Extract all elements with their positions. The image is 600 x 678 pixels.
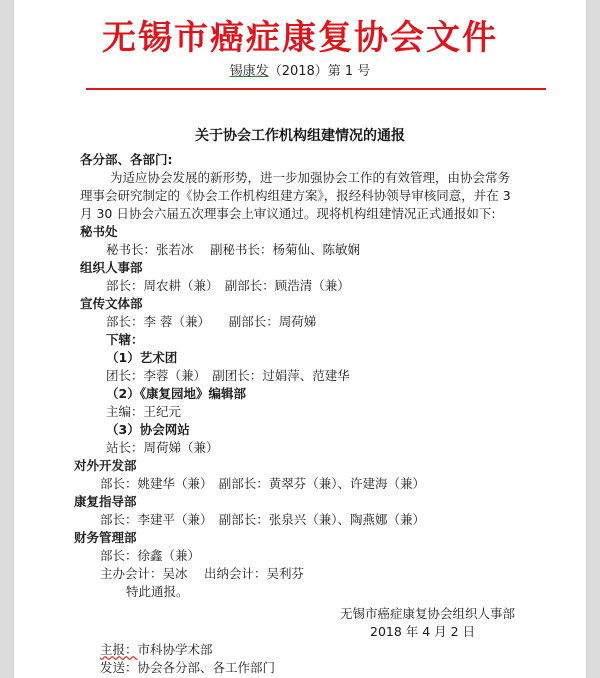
section-title-xuanchuan: 宣传文体部: [80, 296, 143, 311]
cc-label: 主报：: [100, 642, 138, 657]
send-value: 协会各分部、各工作部门: [137, 660, 276, 675]
sub1-title: （1）艺术团: [106, 350, 178, 365]
sub1-line: 团长：李蓉（兼） 副团长：过娟萍、范建华: [106, 368, 350, 383]
section-line-xuanchuan: 部长：李 蓉（兼） 副部长：周荷娣: [106, 314, 317, 329]
salutation: 各分部、各部门:: [80, 152, 173, 167]
section-line-mishu: 秘书长：张若冰 副秘书长：杨菊仙、陈敏娴: [106, 242, 360, 257]
signature-date: 2018 年 4 月 2 日: [370, 624, 476, 639]
page-margin-right: [586, 0, 600, 678]
document-subject: 关于协会工作机构组建情况的通报: [195, 128, 405, 144]
signature-org: 无锡市癌症康复协会组织人事部: [340, 606, 516, 621]
document-header-title: 无锡市癌症康复协会文件: [102, 18, 498, 58]
section-line-caiwu-2: 主办会计：吴冰 出纳会计：吴利芬: [100, 566, 304, 581]
section-line-caiwu: 部长：徐鑫（兼）: [100, 548, 201, 563]
sub3-line: 站长：周荷娣（兼）: [106, 440, 219, 455]
section-title-duiwai: 对外开发部: [74, 458, 137, 473]
document-body: [14, 0, 586, 678]
page-margin-left: [0, 0, 14, 678]
section-title-mishu: 秘书处: [80, 224, 118, 239]
section-title-kangfu: 康复指导部: [74, 494, 137, 509]
subordinate-heading: 下辖：: [106, 332, 144, 347]
section-line-kangfu: 部长：李建平（兼） 副部长：张泉兴（兼）、陶燕娜（兼）: [100, 512, 426, 527]
section-line-zuzhi: 部长：周农耕（兼） 副部长：顾浩清（兼）: [106, 278, 350, 293]
sub3-title: （3）协会网站: [106, 422, 190, 437]
cc-line: [100, 640, 213, 658]
intro-line-2: 理事会研究制定的《协会工作机构组建方案》，报经科协领导审核同意，并在 3: [80, 188, 511, 203]
sub2-title: （2）《康复园地》编辑部: [106, 386, 246, 401]
document-page: [14, 0, 586, 678]
send-line: [100, 658, 275, 676]
section-title-caiwu: 财务管理部: [74, 530, 137, 545]
document-number-prefix: 锡康发: [229, 64, 269, 79]
intro-line-1: 为适应协会发展的新形势，进一步加强协会工作的有效管理，由协会常务: [110, 170, 511, 185]
document-number-rest: （2018）第 1 号: [268, 64, 371, 79]
sub2-line: 主编：王纪元: [106, 404, 182, 419]
section-line-duiwai: 部长：姚建华（兼） 副部长：黄翠芬（兼）、许建海（兼）: [100, 476, 426, 491]
send-label: 发送：: [100, 660, 138, 675]
intro-line-3: 月 30 日协会六届五次理事会上审议通过。现将机构组建情况正式通报如下:: [80, 206, 496, 221]
section-title-zuzhi: 组织人事部: [80, 260, 143, 275]
cc-value: 市科协学术部: [137, 642, 213, 657]
closing-text: 特此通报。: [126, 584, 189, 599]
